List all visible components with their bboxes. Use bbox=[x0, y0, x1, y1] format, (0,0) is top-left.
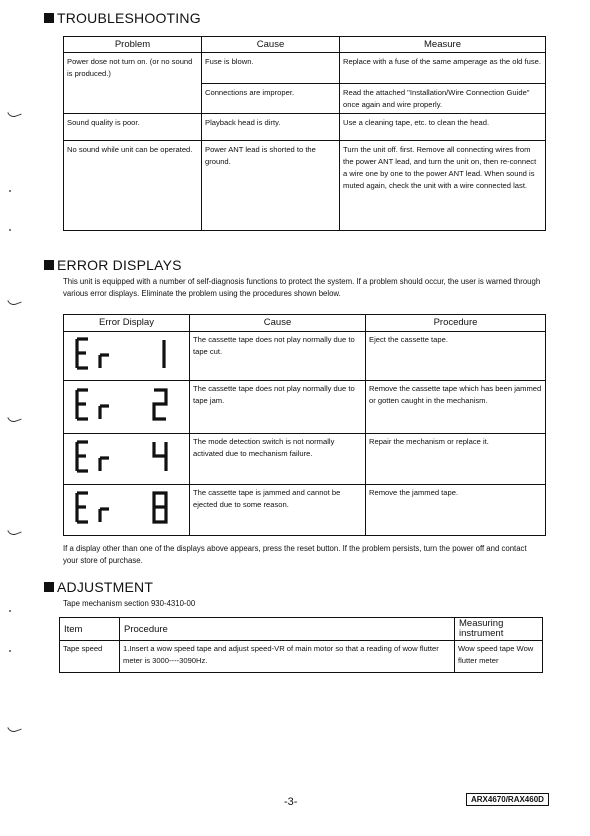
problem-cell: Sound quality is poor. bbox=[64, 114, 202, 141]
table-row bbox=[64, 332, 546, 381]
adjustment-table bbox=[59, 617, 543, 673]
header-measure: Measure bbox=[340, 37, 546, 53]
header-error-display: Error Display bbox=[64, 315, 190, 332]
troubleshooting-heading bbox=[44, 10, 201, 26]
error-display-er1-icon bbox=[64, 332, 184, 376]
cause-cell: Connections are improper. bbox=[202, 84, 340, 114]
header-measuring-instrument: Measuring instrument bbox=[455, 618, 543, 641]
adjustment-title: ADJUSTMENT bbox=[57, 579, 154, 595]
header-cause: Cause bbox=[190, 315, 366, 332]
measure-cell: Turn the unit off. first. Remove all connecting wires from the power ANT lead, and turn the unit on, then re-connect a wire one by one to the power ANT lead. When sound is muted again, check the unit with a wire connected last. bbox=[340, 141, 546, 231]
section-bullet-icon bbox=[44, 582, 54, 592]
header-item: Item bbox=[60, 618, 120, 641]
error-display-table bbox=[63, 314, 546, 536]
scan-mark bbox=[7, 723, 22, 734]
cause-cell: The cassette tape is jammed and cannot be ejected due to some reason. bbox=[190, 485, 366, 536]
header-procedure: Procedure bbox=[120, 618, 455, 641]
error-displays-heading bbox=[44, 257, 182, 273]
troubleshooting-title: TROUBLESHOOTING bbox=[57, 10, 201, 26]
error-display-er8-icon bbox=[64, 485, 184, 531]
scan-dot bbox=[9, 610, 11, 612]
section-bullet-icon bbox=[44, 13, 54, 23]
header-cause: Cause bbox=[202, 37, 340, 53]
error-display-cell bbox=[64, 332, 190, 381]
troubleshooting-table bbox=[63, 36, 546, 231]
page-number: -3- bbox=[284, 796, 298, 808]
cause-cell: Playback head is dirty. bbox=[202, 114, 340, 141]
header-procedure: Procedure bbox=[366, 315, 546, 332]
table-row bbox=[64, 485, 546, 536]
cause-cell: Fuse is blown. bbox=[202, 53, 340, 84]
table-row bbox=[64, 141, 546, 231]
table-row bbox=[64, 114, 546, 141]
procedure-cell: Remove the jammed tape. bbox=[366, 485, 546, 536]
cause-cell: The cassette tape does not play normally due to tape cut. bbox=[190, 332, 366, 381]
error-display-er2-icon bbox=[64, 381, 184, 429]
instrument-cell: Wow speed tape Wow flutter meter bbox=[455, 641, 543, 673]
table-row bbox=[64, 53, 546, 84]
table-row bbox=[64, 381, 546, 434]
problem-cell: Power dose not turn on. (or no sound is produced.) bbox=[64, 53, 202, 114]
procedure-cell: 1.Insert a wow speed tape and adjust speed-VR of main motor so that a reading of wow flutter meter is 3000----3090Hz. bbox=[120, 641, 455, 673]
error-display-er4-icon bbox=[64, 434, 184, 480]
item-cell: Tape speed bbox=[60, 641, 120, 673]
error-displays-title: ERROR DISPLAYS bbox=[57, 257, 182, 273]
cause-cell: Power ANT lead is shorted to the ground. bbox=[202, 141, 340, 231]
scan-dot bbox=[9, 190, 11, 192]
cause-cell: The mode detection switch is not normally activated due to mechanism failure. bbox=[190, 434, 366, 485]
adjustment-heading bbox=[44, 579, 153, 595]
error-note-text: If a display other than one of the displays above appears, press the reset button. If the problem persists, turn the power off and contact your store of purchase. bbox=[63, 544, 527, 565]
scan-mark bbox=[7, 296, 22, 307]
error-display-cell bbox=[64, 434, 190, 485]
section-bullet-icon bbox=[44, 260, 54, 270]
procedure-cell: Repair the mechanism or replace it. bbox=[366, 434, 546, 485]
error-display-cell bbox=[64, 485, 190, 536]
procedure-cell: Remove the cassette tape which has been jammed or gotten caught in the mechanism. bbox=[366, 381, 546, 434]
problem-cell: No sound while unit can be operated. bbox=[64, 141, 202, 231]
scan-dot bbox=[9, 229, 11, 231]
procedure-cell: Eject the cassette tape. bbox=[366, 332, 546, 381]
adjustment-subtitle: Tape mechanism section 930-4310-00 bbox=[63, 599, 196, 608]
measure-cell: Read the attached "Installation/Wire Connection Guide" once again and wire properly. bbox=[340, 84, 546, 114]
error-display-cell bbox=[64, 381, 190, 434]
header-problem: Problem bbox=[64, 37, 202, 53]
table-row bbox=[64, 434, 546, 485]
scan-mark bbox=[7, 526, 22, 537]
cause-cell: The cassette tape does not play normally due to tape jam. bbox=[190, 381, 366, 434]
scan-mark bbox=[7, 108, 22, 119]
measure-cell: Replace with a fuse of the same amperage as the old fuse. bbox=[340, 53, 546, 84]
table-row bbox=[60, 641, 543, 673]
error-intro-text: This unit is equipped with a number of self-diagnosis functions to protect the system. If a problem should occur, the user is warned through various error displays. Eliminate the problem using the procedures shown below. bbox=[63, 277, 541, 298]
scan-dot bbox=[9, 650, 11, 652]
measure-cell: Use a cleaning tape, etc. to clean the head. bbox=[340, 114, 546, 141]
scan-mark bbox=[7, 413, 22, 424]
model-number-box: ARX4670/RAX460D bbox=[466, 793, 549, 806]
